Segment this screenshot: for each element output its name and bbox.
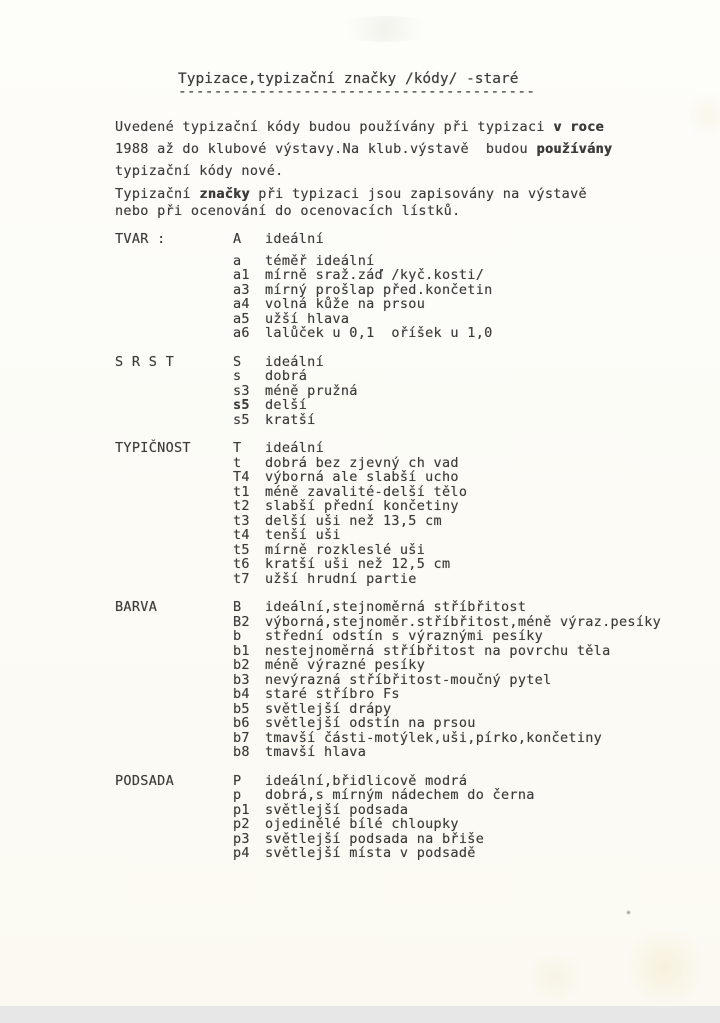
code-row [233,817,690,832]
type-description: ideální,stejnoměrná stříbřitost [265,599,527,615]
code-row [233,297,690,312]
type-description: téměř ideální [265,252,375,269]
type-description: dobrá,s mírným nádechem do černa [265,787,535,803]
type-code: b6 [233,715,250,731]
paper-stain [520,955,590,1000]
text-segment: 1988 až do klubové výstavy.Na klub.výstavě budou [115,141,537,157]
type-description: delší uši než 13,5 cm [265,512,442,529]
code-row [233,803,690,818]
section-srst [115,355,690,428]
section-tvar [115,232,690,341]
type-description: delší [265,397,308,413]
type-description: světlejší odstín na prsou [265,715,476,731]
type-code: t7 [233,570,250,587]
text-segment: Typizační [115,186,200,202]
type-code: p [233,787,242,803]
type-description: světlejší podsada [265,801,409,818]
code-row [233,398,690,413]
section-label: S R S T [115,353,174,370]
intro-paragraph [115,116,690,182]
type-code: B2 [233,613,250,630]
text-segment: typizační kódy nové. [115,163,284,179]
code-row [233,470,690,485]
code-row [233,673,690,688]
type-code: B [233,599,242,615]
type-code: s5 [233,411,250,428]
type-code: A [233,231,242,247]
text-segment: nebo při ocenování do ocenovacích lístků. [115,203,461,219]
code-row [233,644,690,659]
type-description: tmavší hlava [265,744,367,760]
code-row [233,326,690,341]
code-row [233,369,690,384]
type-description: výborná,stejnoměr.stříbřitost,méně výraz.pesíky [265,613,662,630]
type-code: a1 [233,267,250,283]
type-code: P [233,772,242,789]
type-description: volná kůže na prsou [265,296,426,312]
type-code: t4 [233,527,250,543]
intro-paragraph [115,186,690,220]
type-code: t3 [233,512,250,529]
section-barva [115,600,690,760]
type-code: b2 [233,657,250,673]
type-description: tenší uši [265,527,341,543]
type-code: b [233,628,242,644]
code-row [233,687,690,702]
code-row [233,731,690,746]
type-code: a5 [233,310,250,327]
type-description: méně zavalité-delší tělo [265,483,468,500]
code-row [233,774,690,789]
code-row [233,702,690,717]
type-description: užší hrudní partie [265,570,417,587]
type-code: a [233,252,242,269]
code-sections [115,232,690,861]
type-description: slabší přední končetiny [265,498,459,514]
section-label: BARVA [115,599,158,615]
overstruck-text: v roce [553,119,604,135]
type-code: b8 [233,744,250,760]
type-description: střední odstín s výraznými pesíky [265,628,544,644]
overstruck-text: používány [536,141,613,157]
code-row [233,456,690,471]
type-code: t2 [233,498,250,514]
code-row [233,832,690,847]
type-description: méně pružná [265,382,358,399]
text-line [115,203,690,220]
type-description: ideální,břidlicově modrá [265,772,468,789]
type-description: dobrá [265,368,308,384]
code-row [233,384,690,399]
type-code: b4 [233,686,250,702]
type-code: b1 [233,642,250,659]
type-description: méně výrazné pesíky [265,657,426,673]
type-code: b3 [233,671,250,688]
code-row [233,312,690,327]
code-row [233,413,690,428]
code-row [233,572,690,587]
section-entries [233,232,690,341]
section-entries [233,441,690,586]
type-code: p4 [233,845,250,861]
type-code: t5 [233,541,250,558]
scan-smudge [330,16,440,42]
type-description: lalůček u 0,1 oříšek u 1,0 [265,325,493,341]
section-podsada [115,774,690,861]
type-description: dobrá bez zjevný ch vad [265,454,459,471]
paper-stain [620,930,710,1005]
type-description: výborná ale slabší ucho [265,469,459,485]
type-description: mírně sraž.záď /kyč.kosti/ [265,267,485,283]
code-row [233,557,690,572]
type-code: t [233,454,242,471]
type-description: tmavší části-motýlek,uši,pírko,končetiny [265,729,603,746]
type-code: a6 [233,325,250,341]
type-description: mírně rozkleslé uši [265,541,426,558]
document-sheet [115,70,690,861]
type-code: s3 [233,382,250,399]
code-row [233,355,690,370]
type-description: nevýrazná stříbřitost-moučný pytel [265,671,552,688]
type-code: s [233,368,242,384]
title-underline: ---------------------------------------- [178,84,536,100]
ink-speck [626,910,631,915]
type-description: světlejší drápy [265,700,392,717]
code-row [233,629,690,644]
type-code: p3 [233,830,250,847]
type-description: ideální [265,440,324,456]
section-label: PODSADA [115,772,174,789]
code-row [233,232,690,247]
code-row [233,788,690,803]
type-code: p1 [233,801,250,818]
text-segment: Uvedené typizační kódy budou používány při typizaci [115,119,554,135]
code-row [233,615,690,630]
type-description: mírný prošlap před.končetin [265,281,493,298]
section-label: TYPIČNOST [115,440,191,456]
text-line [115,186,690,203]
section-entries [233,600,690,760]
type-description: kratší [265,411,316,428]
code-row [233,514,690,529]
type-code: t6 [233,556,250,572]
code-row [233,600,690,615]
type-code: t1 [233,483,250,500]
type-description: světlejší podsada na břiše [265,830,485,847]
code-row [233,283,690,298]
paper-stain [690,85,720,145]
type-description: nestejnoměrná stříbřitost na povrchu těla [265,642,611,659]
section-entries [233,355,690,428]
type-description: ojedinělé bílé chloupky [265,816,459,832]
type-description: staré stříbro Fs [265,686,400,702]
code-row [233,268,690,283]
overstruck-text: značky [199,186,250,202]
code-row [233,658,690,673]
type-code: p2 [233,816,250,832]
code-row [233,716,690,731]
type-code: T4 [233,469,250,485]
type-description: užší hlava [265,310,350,327]
intro-paragraphs [115,116,690,220]
code-row [233,485,690,500]
section-entries [233,774,690,861]
text-line [115,160,690,182]
type-code: S [233,353,242,370]
code-row [233,499,690,514]
scanner-edge-strip [0,1006,720,1023]
text-segment: při typizaci jsou zapisovány na výstavě [249,186,587,202]
text-line [115,138,690,160]
type-description: ideální [265,353,324,370]
document-title: Typizace,typizační značky /kódy/ -staré [178,71,519,87]
code-row [233,254,690,269]
type-description: ideální [265,231,324,247]
type-code: b7 [233,729,250,746]
type-code: a4 [233,296,250,312]
code-row [233,846,690,861]
code-row [233,745,690,760]
code-row [233,528,690,543]
code-row [233,543,690,558]
section-typicnost [115,441,690,586]
text-line [115,116,690,138]
type-description: světlejší místa v podsadě [265,845,476,861]
type-code: s5 [233,397,250,413]
type-code: T [233,440,242,456]
type-code: a3 [233,281,250,298]
type-description: kratší uši než 12,5 cm [265,556,451,572]
type-code: b5 [233,700,250,717]
code-row [233,441,690,456]
section-label: TVAR : [115,231,166,247]
